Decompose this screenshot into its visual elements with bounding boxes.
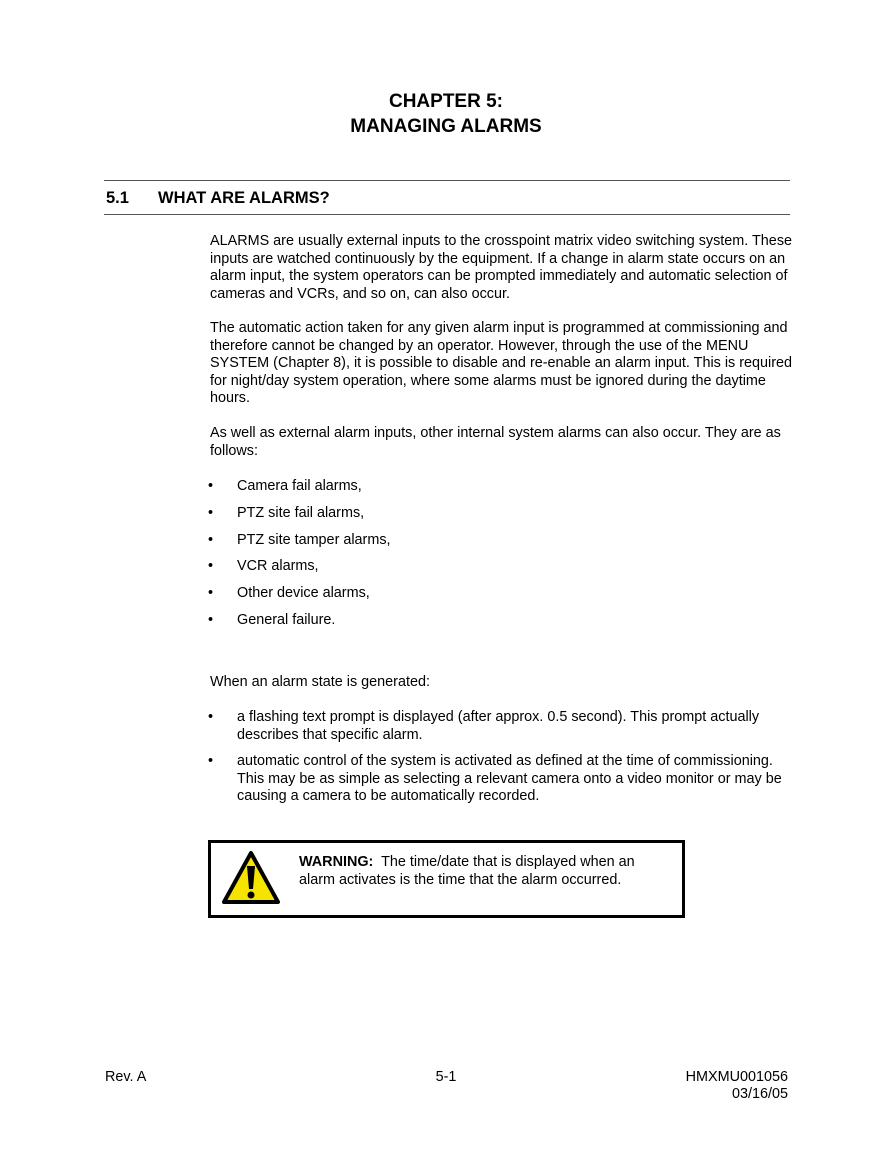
bullet-icon: • bbox=[208, 532, 214, 548]
paragraph-alarm-generated: When an alarm state is generated: bbox=[210, 674, 430, 690]
warning-text: The time/date that is displayed when an alarm activates is the time that the alarm occurred. bbox=[299, 854, 635, 888]
list-item: a flashing text prompt is displayed (after approx. 0.5 second). This prompt actually describes that specific alarm. bbox=[237, 709, 760, 743]
bullet-icon: • bbox=[208, 478, 214, 494]
chapter-number: CHAPTER 5: bbox=[388, 91, 503, 112]
chapter-title: MANAGING ALARMS bbox=[350, 116, 542, 137]
paragraph-automatic-action: The automatic action taken for any given alarm input is programmed at commissioning and therefore cannot be changed by an operator. However, through the use of the MENU SYSTEM (Chapter 8), it is possible to disable and re-enable an alarm input. This is required for night/day system operation, where some alarms must be ignored during the daytime hours. bbox=[210, 320, 793, 407]
bullet-icon: • bbox=[208, 612, 214, 628]
warning-message bbox=[299, 854, 669, 889]
list-item: VCR alarms, bbox=[237, 558, 319, 574]
bullet-icon: • bbox=[208, 585, 214, 601]
footer-revision: Rev. A bbox=[105, 1069, 147, 1085]
section-number: 5.1 bbox=[106, 189, 129, 207]
warning-triangle-icon bbox=[221, 850, 281, 906]
bullet-icon: • bbox=[208, 558, 214, 574]
section-title: WHAT ARE ALARMS? bbox=[158, 189, 330, 207]
warning-box bbox=[208, 840, 685, 918]
list-item: General failure. bbox=[237, 612, 336, 628]
bullet-icon: • bbox=[208, 709, 214, 725]
list-item: PTZ site fail alarms, bbox=[237, 505, 365, 521]
bullet-icon: • bbox=[208, 753, 214, 769]
footer-page-number: 5-1 bbox=[435, 1069, 457, 1085]
footer-document-id: HMXMU001056 bbox=[685, 1069, 788, 1085]
list-item: Camera fail alarms, bbox=[237, 478, 362, 494]
list-item: PTZ site tamper alarms, bbox=[237, 532, 391, 548]
bullet-icon: • bbox=[208, 505, 214, 521]
paragraph-internal-alarms: As well as external alarm inputs, other internal system alarms can also occur. They are as follows: bbox=[210, 425, 781, 459]
list-item: Other device alarms, bbox=[237, 585, 370, 601]
paragraph-alarms-intro: ALARMS are usually external inputs to the crosspoint matrix video switching system. These inputs are watched continuously by the equipment. If a change in alarm state occurs on an alarm input, the system operators can be prompted immediately and automatic selection of cameras and VCRs, and so on, can also occur. bbox=[210, 233, 793, 302]
warning-label: WARNING: bbox=[299, 854, 374, 870]
section-rule-top bbox=[104, 180, 790, 181]
footer-date: 03/16/05 bbox=[731, 1086, 788, 1102]
list-item: automatic control of the system is activated as defined at the time of commissioning. This may be as simple as selecting a relevant camera onto a video monitor or may be causing a camera to be automatically recorded. bbox=[237, 753, 782, 805]
section-rule-bottom bbox=[104, 214, 790, 215]
